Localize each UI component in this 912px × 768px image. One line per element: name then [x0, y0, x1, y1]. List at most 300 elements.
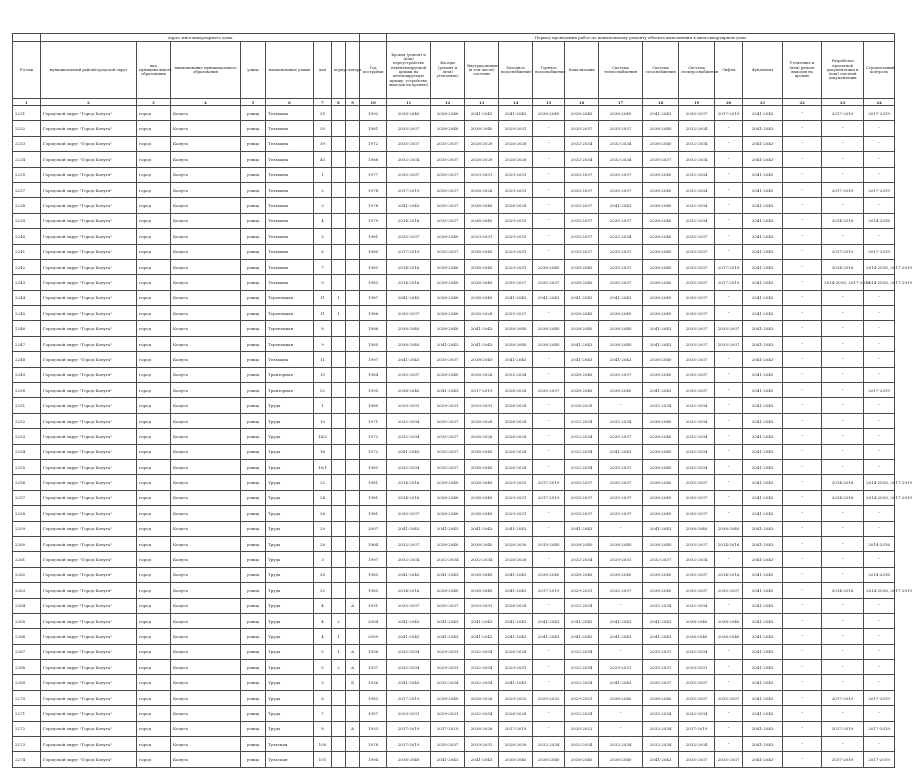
- cell-build-year: 1980: [360, 244, 387, 259]
- cell-hot-water: 2038-2040: [533, 259, 565, 274]
- cell-building: [332, 152, 346, 167]
- cell-hot-water: 2017-2019: [533, 490, 565, 505]
- cell-internal-systems: 2041-2043: [465, 321, 499, 336]
- cell-hot-water: 2019-2040: [533, 536, 565, 551]
- cell-construction-control: -: [864, 506, 895, 521]
- cell-heating: 2035-2037: [599, 429, 643, 444]
- cell-street-name: Труда: [266, 583, 314, 598]
- cell-municipality: Калуга: [171, 306, 241, 321]
- cell-house: 8: [314, 321, 332, 336]
- cell-letter: [346, 737, 360, 752]
- table-row: [13, 321, 895, 336]
- cell-design-docs: -: [822, 629, 864, 644]
- cell-construction-control: -: [864, 644, 895, 659]
- cell-gas: 2038-2040: [643, 567, 679, 582]
- cell-sewerage: 2032-2034: [565, 675, 599, 690]
- cell-building: 2: [332, 613, 346, 628]
- cell-district: Городской округ "Город Калуга": [41, 167, 137, 182]
- cell-design-docs: -: [822, 521, 864, 536]
- cell-heating: 2038-2040: [599, 690, 643, 705]
- cell-design-docs: -: [822, 567, 864, 582]
- cell-build-year: 1981: [360, 506, 387, 521]
- cell-letter: [346, 706, 360, 721]
- column-number-10: 10: [360, 99, 387, 106]
- cell-electricity: 2035-2037: [679, 321, 715, 336]
- cell-roof: 2017-2019: [387, 690, 431, 705]
- cell-internal-systems: 2038-2040: [465, 475, 499, 490]
- cell-build-year: 1981: [360, 121, 387, 136]
- cell-row-number: 2242: [13, 259, 41, 274]
- cell-roof: 2035-2037: [387, 136, 431, 151]
- cell-sewerage: 2038-2040: [565, 306, 599, 321]
- cell-electricity: 2032-2034: [679, 121, 715, 136]
- cell-heating: -: [599, 706, 643, 721]
- cell-municipality-type: город: [137, 429, 171, 444]
- column-header-20: Лифты: [715, 42, 743, 99]
- cell-electricity: 2032-2034: [679, 398, 715, 413]
- cell-electricity: 2032-2034: [679, 167, 715, 182]
- column-number-8: 8: [332, 99, 346, 106]
- cell-roof: 2017-2019: [387, 737, 431, 752]
- cell-house: 11: [314, 352, 332, 367]
- cell-municipality-type: город: [137, 706, 171, 721]
- cell-building: [332, 259, 346, 274]
- cell-street-type: улица: [241, 321, 266, 336]
- cell-construction-control: 2014-2016, 2017-2019: [864, 259, 895, 274]
- cell-roof: 2035-2037: [387, 367, 431, 382]
- cell-elevators: -: [715, 352, 743, 367]
- cell-roof: 2032-2034: [387, 459, 431, 474]
- cell-facade: 2017-2019: [431, 721, 465, 736]
- cell-district: Городской округ "Город Калуга": [41, 629, 137, 644]
- cell-building: [332, 552, 346, 567]
- cell-street-type: улица: [241, 721, 266, 736]
- cell-internal-systems: 2038-2040: [465, 259, 499, 274]
- cell-sewerage: 2041-2043: [565, 521, 599, 536]
- cell-hot-water: 2038-2040: [533, 752, 565, 767]
- cell-roof: 2038-2040: [387, 752, 431, 767]
- cell-cold-water: 2041-2043: [499, 106, 533, 121]
- cell-sewerage: 2035-2037: [565, 182, 599, 197]
- cell-design-docs: -: [822, 336, 864, 351]
- cell-sewerage: 2035-2037: [565, 490, 599, 505]
- cell-internal-systems: 2038-2040: [465, 567, 499, 582]
- cell-street-name: Труда: [266, 429, 314, 444]
- column-number-13: 13: [465, 99, 499, 106]
- cell-roof-exits: -: [783, 629, 822, 644]
- cell-design-docs: -: [822, 198, 864, 213]
- cell-gas: 2032-2034: [643, 706, 679, 721]
- cell-gas: 2041-2043: [643, 383, 679, 398]
- cell-roof-exits: -: [783, 429, 822, 444]
- cell-street-type: улица: [241, 675, 266, 690]
- cell-facade: 2035-2037: [431, 213, 465, 228]
- cell-sewerage: 2032-2034: [565, 660, 599, 675]
- column-number-20: 20: [715, 99, 743, 106]
- cell-cold-water: 2035-2037: [499, 306, 533, 321]
- cell-build-year: 1977: [360, 167, 387, 182]
- cell-house: 7: [314, 259, 332, 274]
- cell-letter: [346, 275, 360, 290]
- cell-heating: 2035-2037: [599, 275, 643, 290]
- cell-foundation: 2041-2043: [743, 429, 783, 444]
- cell-street-type: улица: [241, 506, 266, 521]
- cell-street-name: Терепецкая: [266, 321, 314, 336]
- cell-elevators: -: [715, 721, 743, 736]
- cell-municipality: Калуга: [171, 213, 241, 228]
- cell-roof: 2032-2037: [387, 536, 431, 551]
- cell-house: 5: [314, 660, 332, 675]
- cell-foundation: 2041-2043: [743, 721, 783, 736]
- cell-construction-control: -: [864, 598, 895, 613]
- cell-elevators: -: [715, 213, 743, 228]
- column-header-16: Канализация: [565, 42, 599, 99]
- cell-cold-water: 2041-2043: [499, 675, 533, 690]
- cell-electricity: 2032-2034: [679, 198, 715, 213]
- cell-facade: 2038-2040: [431, 306, 465, 321]
- cell-elevators: -: [715, 229, 743, 244]
- cell-foundation: 2041-2043: [743, 182, 783, 197]
- cell-district: Городской округ "Город Калуга": [41, 613, 137, 628]
- cell-letter: [346, 429, 360, 444]
- cell-construction-control: -: [864, 706, 895, 721]
- cell-row-number: 2270: [13, 690, 41, 705]
- cell-heating: 2035-2037: [599, 490, 643, 505]
- column-header-12: Фасады (ремонт и (или) утепление): [431, 42, 465, 99]
- cell-heating: 2041-2043: [599, 290, 643, 305]
- cell-cold-water: 2029-2031: [499, 121, 533, 136]
- cell-design-docs: 2014-2016: [822, 583, 864, 598]
- cell-municipality-type: город: [137, 675, 171, 690]
- column-header-7: дом: [314, 42, 332, 99]
- cell-electricity: 2032-2034: [679, 644, 715, 659]
- cell-letter: [346, 290, 360, 305]
- cell-elevators: -: [715, 552, 743, 567]
- cell-row-number: 2238: [13, 198, 41, 213]
- cell-house: 8: [314, 721, 332, 736]
- cell-elevators: -: [715, 706, 743, 721]
- cell-gas: 2041-2043: [643, 106, 679, 121]
- cell-row-number: 2271: [13, 706, 41, 721]
- cell-municipality: Калуга: [171, 182, 241, 197]
- cell-hot-water: -: [533, 459, 565, 474]
- cell-letter: [346, 229, 360, 244]
- cell-electricity: 2032-2034: [679, 444, 715, 459]
- cell-cold-water: 2029-2031: [499, 182, 533, 197]
- cell-municipality-type: город: [137, 660, 171, 675]
- cell-hot-water: -: [533, 521, 565, 536]
- cell-facade: 2035-2037: [431, 737, 465, 752]
- cell-elevators: 2038-2040: [715, 521, 743, 536]
- cell-letter: A: [346, 598, 360, 613]
- cell-municipality-type: город: [137, 752, 171, 767]
- cell-street-name: Труда: [266, 413, 314, 428]
- cell-district: Городской округ "Город Калуга": [41, 367, 137, 382]
- cell-house: 39: [314, 136, 332, 151]
- cell-design-docs: 2014-2016, 2017-2019: [822, 275, 864, 290]
- cell-electricity: 2032-2034: [679, 598, 715, 613]
- cell-roof-exits: -: [783, 152, 822, 167]
- cell-internal-systems: 2032-2034: [465, 644, 499, 659]
- cell-building: [332, 383, 346, 398]
- cell-internal-systems: 2038-2040: [465, 444, 499, 459]
- cell-heating: 2041-2043: [599, 444, 643, 459]
- cell-district: Городской округ "Город Калуга": [41, 459, 137, 474]
- cell-letter: [346, 182, 360, 197]
- cell-hot-water: -: [533, 306, 565, 321]
- table-row: [13, 737, 895, 752]
- cell-sewerage: 2029-2031: [565, 583, 599, 598]
- cell-internal-systems: 2029-2031: [465, 598, 499, 613]
- cell-roof-exits: -: [783, 613, 822, 628]
- cell-district: Городской округ "Город Калуга": [41, 121, 137, 136]
- cell-construction-control: -: [864, 152, 895, 167]
- cell-electricity: 2032-2034: [679, 213, 715, 228]
- cell-hot-water: 2035-2037: [533, 275, 565, 290]
- cell-municipality: Калуга: [171, 198, 241, 213]
- cell-street-name: Тракторная: [266, 383, 314, 398]
- cell-gas: 2038-2040: [643, 306, 679, 321]
- cell-construction-control: -: [864, 552, 895, 567]
- table-row: [13, 536, 895, 551]
- cell-cold-water: 2041-2043: [499, 629, 533, 644]
- cell-cold-water: 2026-2028: [499, 413, 533, 428]
- cell-design-docs: -: [822, 660, 864, 675]
- cell-sewerage: 2041-2043: [565, 629, 599, 644]
- column-number-3: 3: [137, 99, 171, 106]
- column-header-2: муниципальный район/городской округ: [41, 42, 137, 99]
- cell-electricity: 2038-2040: [679, 629, 715, 644]
- cell-foundation: 2041-2043: [743, 660, 783, 675]
- table-row: [13, 275, 895, 290]
- table-row: [13, 690, 895, 705]
- cell-electricity: 2032-2034: [679, 552, 715, 567]
- cell-municipality-type: город: [137, 229, 171, 244]
- cell-building: [332, 690, 346, 705]
- cell-hot-water: -: [533, 552, 565, 567]
- cell-cold-water: 2026-2028: [499, 383, 533, 398]
- cell-row-number: 2243: [13, 275, 41, 290]
- cell-electricity: 2035-2037: [679, 675, 715, 690]
- cell-district: Городской округ "Город Калуга": [41, 198, 137, 213]
- cell-sewerage: 2041-2043: [565, 336, 599, 351]
- column-number-24: 24: [864, 99, 895, 106]
- column-header-24: Строительный контроль: [864, 42, 895, 99]
- cell-house: 35: [314, 106, 332, 121]
- cell-municipality-type: город: [137, 598, 171, 613]
- cell-heating: 2038-2040: [599, 336, 643, 351]
- cell-cold-water: 2029-2031: [499, 490, 533, 505]
- cell-construction-control: -: [864, 675, 895, 690]
- cell-row-number: 2250: [13, 383, 41, 398]
- cell-roof: 2017-2019: [387, 182, 431, 197]
- cell-sewerage: 2038-2040: [565, 383, 599, 398]
- cell-municipality-type: город: [137, 182, 171, 197]
- cell-foundation: 2041-2043: [743, 613, 783, 628]
- cell-roof-exits: -: [783, 752, 822, 767]
- header-numbers-row: [13, 99, 895, 106]
- cell-letter: [346, 259, 360, 274]
- header-columns-row: [13, 42, 895, 99]
- cell-street-name: Труда: [266, 521, 314, 536]
- cell-gas: 2038-2040: [643, 229, 679, 244]
- cell-building: [332, 121, 346, 136]
- cell-district: Городской округ "Город Калуга": [41, 490, 137, 505]
- column-number-19: 19: [679, 99, 715, 106]
- cell-cold-water: 2026-2028: [499, 737, 533, 752]
- cell-build-year: 1936: [360, 675, 387, 690]
- cell-design-docs: -: [822, 613, 864, 628]
- cell-facade: 2035-2037: [431, 598, 465, 613]
- cell-electricity: 2035-2037: [679, 752, 715, 767]
- cell-house: 100: [314, 737, 332, 752]
- cell-municipality-type: город: [137, 490, 171, 505]
- cell-facade: 2041-2043: [431, 383, 465, 398]
- cell-sewerage: 2035-2037: [565, 121, 599, 136]
- cell-street-name: Тельмана: [266, 167, 314, 182]
- cell-house: 5: [314, 675, 332, 690]
- cell-roof: 2038-2040: [387, 383, 431, 398]
- cell-facade: 2041-2043: [431, 629, 465, 644]
- cell-gas: 2038-2040: [643, 506, 679, 521]
- cell-foundation: 2041-2043: [743, 737, 783, 752]
- cell-municipality-type: город: [137, 475, 171, 490]
- cell-internal-systems: 2026-2028: [465, 413, 499, 428]
- header-cell-blank: [360, 34, 387, 42]
- cell-construction-control: 2014-2016, 2017-2019: [864, 490, 895, 505]
- cell-roof: 2041-2043: [387, 629, 431, 644]
- cell-municipality-type: город: [137, 398, 171, 413]
- cell-gas: 2035-2037: [643, 675, 679, 690]
- cell-electricity: 2035-2037: [679, 475, 715, 490]
- cell-district: Городской округ "Город Калуга": [41, 660, 137, 675]
- cell-gas: 2038-2040: [643, 121, 679, 136]
- cell-elevators: -: [715, 737, 743, 752]
- table-row: [13, 660, 895, 675]
- cell-electricity: 2035-2037: [679, 336, 715, 351]
- cell-municipality: Калуга: [171, 644, 241, 659]
- cell-construction-control: 2017-2019: [864, 244, 895, 259]
- cell-foundation: 2041-2043: [743, 552, 783, 567]
- cell-sewerage: 2029-2031: [565, 690, 599, 705]
- table-row: [13, 598, 895, 613]
- cell-street-name: Труда: [266, 721, 314, 736]
- cell-building: 1: [332, 290, 346, 305]
- cell-building: [332, 136, 346, 151]
- cell-elevators: -: [715, 398, 743, 413]
- cell-build-year: 1972: [360, 136, 387, 151]
- cell-internal-systems: 2026-2028: [465, 182, 499, 197]
- cell-roof: 2014-2016: [387, 275, 431, 290]
- cell-facade: 2038-2040: [431, 536, 465, 551]
- cell-municipality-type: город: [137, 152, 171, 167]
- cell-elevators: -: [715, 660, 743, 675]
- cell-building: [332, 737, 346, 752]
- cell-roof: 2041-2043: [387, 198, 431, 213]
- cell-house: 9: [314, 336, 332, 351]
- cell-row-number: 2245: [13, 306, 41, 321]
- cell-heating: 2035-2037: [599, 506, 643, 521]
- cell-letter: [346, 475, 360, 490]
- cell-elevators: 2035-2037: [715, 690, 743, 705]
- cell-foundation: 2041-2043: [743, 706, 783, 721]
- cell-municipality-type: город: [137, 244, 171, 259]
- cell-municipality-type: город: [137, 136, 171, 151]
- cell-build-year: 2007: [360, 521, 387, 536]
- cell-heating: 2038-2040: [599, 536, 643, 551]
- cell-row-number: 2267: [13, 644, 41, 659]
- cell-heating: 2041-2043: [599, 613, 643, 628]
- cell-cold-water: 2026-2028: [499, 444, 533, 459]
- cell-build-year: 1983: [360, 690, 387, 705]
- cell-facade: 2038-2040: [431, 506, 465, 521]
- cell-roof: 2014-2016: [387, 583, 431, 598]
- cell-building: 1: [332, 629, 346, 644]
- cell-design-docs: -: [822, 290, 864, 305]
- cell-municipality-type: город: [137, 444, 171, 459]
- cell-facade: 2038-2040: [431, 367, 465, 382]
- cell-building: 1: [332, 644, 346, 659]
- cell-build-year: 1983: [360, 583, 387, 598]
- cell-roof-exits: -: [783, 259, 822, 274]
- table-row: [13, 583, 895, 598]
- cell-sewerage: 2032-2034: [565, 552, 599, 567]
- cell-cold-water: 2029-2031: [499, 244, 533, 259]
- cell-row-number: 2252: [13, 413, 41, 428]
- cell-construction-control: 2014-2016: [864, 567, 895, 582]
- column-number-21: 21: [743, 99, 783, 106]
- cell-municipality-type: город: [137, 506, 171, 521]
- cell-facade: 2035-2037: [431, 444, 465, 459]
- cell-internal-systems: 2029-2031: [465, 398, 499, 413]
- cell-roof-exits: -: [783, 321, 822, 336]
- cell-municipality: Калуга: [171, 321, 241, 336]
- cell-cold-water: 2026-2028: [499, 136, 533, 151]
- cell-build-year: 1983: [360, 259, 387, 274]
- column-header-3: вид муниципального образования: [137, 42, 171, 99]
- cell-electricity: 2035-2037: [679, 383, 715, 398]
- cell-internal-systems: 2029-2031: [465, 737, 499, 752]
- cell-street-type: улица: [241, 244, 266, 259]
- cell-building: [332, 244, 346, 259]
- cell-facade: 2041-2043: [431, 752, 465, 767]
- cell-elevators: -: [715, 429, 743, 444]
- cell-internal-systems: 2041-2043: [465, 106, 499, 121]
- cell-design-docs: -: [822, 675, 864, 690]
- cell-internal-systems: 2038-2040: [465, 290, 499, 305]
- cell-electricity: 2017-2019: [679, 721, 715, 736]
- cell-build-year: 1984: [360, 367, 387, 382]
- cell-roof: 2029-2031: [387, 706, 431, 721]
- cell-house: 5: [314, 229, 332, 244]
- cell-facade: 2035-2037: [431, 244, 465, 259]
- column-number-17: 17: [599, 99, 643, 106]
- cell-internal-systems: 2029-2031: [465, 167, 499, 182]
- cell-row-number: 2237: [13, 182, 41, 197]
- cell-building: [332, 213, 346, 228]
- cell-construction-control: -: [864, 413, 895, 428]
- cell-build-year: 1931: [360, 598, 387, 613]
- cell-elevators: -: [715, 675, 743, 690]
- cell-row-number: 2253: [13, 429, 41, 444]
- cell-roof: 2032-2034: [387, 413, 431, 428]
- cell-municipality: Калуга: [171, 383, 241, 398]
- cell-building: [332, 198, 346, 213]
- cell-house: 52: [314, 383, 332, 398]
- cell-construction-control: -: [864, 306, 895, 321]
- cell-gas: 2038-2040: [643, 198, 679, 213]
- cell-facade: 2038-2040: [431, 290, 465, 305]
